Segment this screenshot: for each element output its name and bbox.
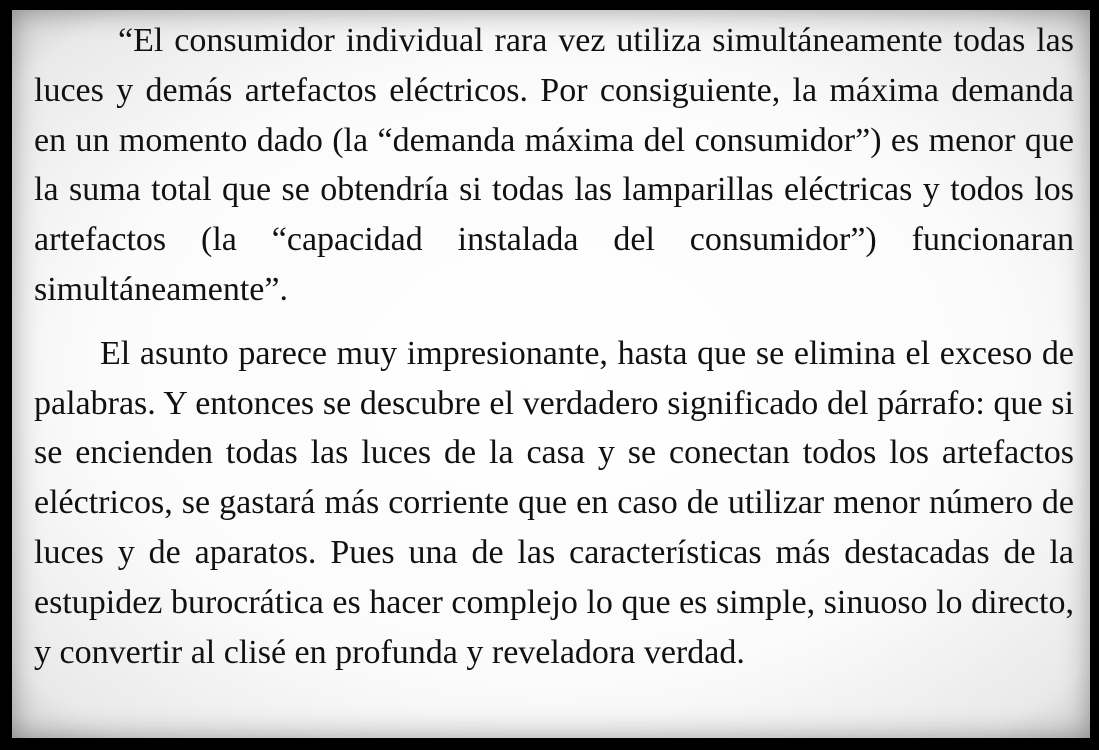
book-page bbox=[12, 10, 1090, 738]
body-paragraph: El asunto parece muy impresionante, hasta que se elimina el exceso de palabras. Y entonces se descubre el verdadero significado del párrafo: que si se encienden todas las luces de la casa y se conectan todos los artefactos eléctricos, se gastará más corriente que en caso de utilizar menor número de luces y de aparatos. Pues una de las características más destacadas de la estupidez burocrática es hacer complejo lo que es simple, sinuoso lo directo, y convertir al clisé en profunda y reveladora verdad. bbox=[34, 334, 1074, 671]
page-text bbox=[34, 16, 1074, 677]
quote-paragraph: “El consumidor individual rara vez utiliza simultáneamente todas las luces y demás artefactos eléctricos. Por consiguiente, la máxima demanda en un momento dado (la “demanda máxima del consumidor”) es menor que la suma total que se obtendría si todas las lamparillas eléctricas y todos los artefactos (la “capacidad instalada del consumidor”) funcionaran simultáneamente”. bbox=[34, 22, 1074, 308]
